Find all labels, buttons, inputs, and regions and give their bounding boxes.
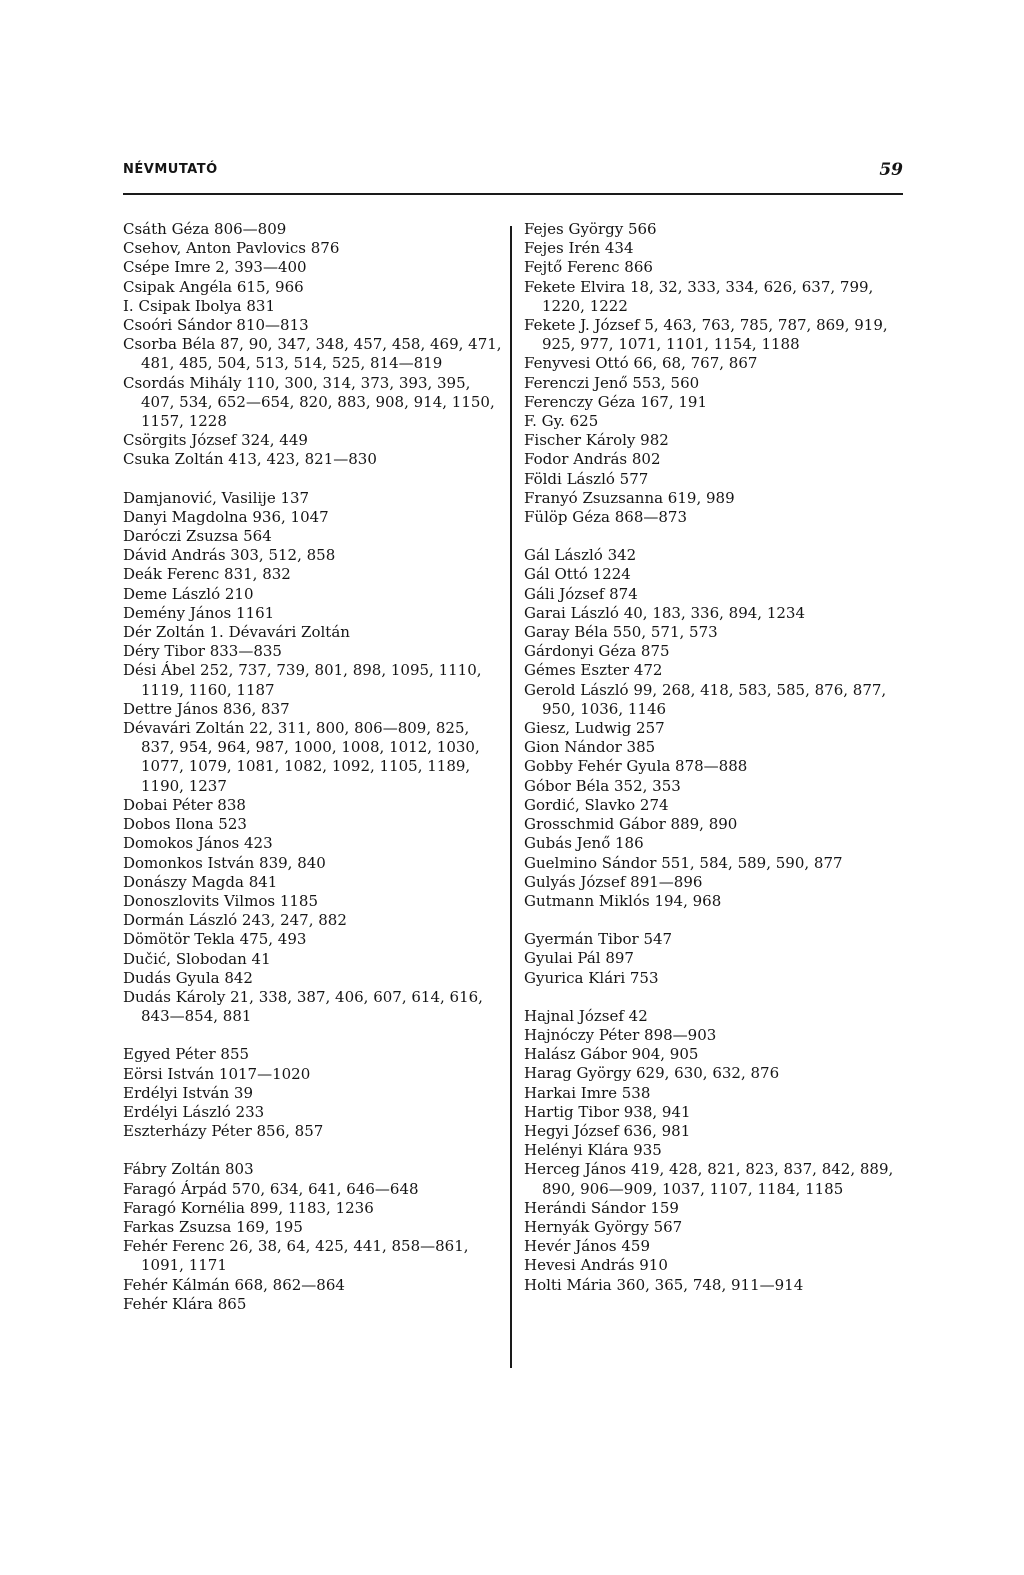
index-entry: Gerold László 99, 268, 418, 583, 585, 876, 877, 950, 1036, 1146 [524,680,887,718]
index-entry: Herceg János 419, 428, 821, 823, 837, 842, 889, 890, 906—909, 1037, 1107, 1184, 1185 [524,1160,894,1198]
index-entry: Déry Tibor 833—835 [123,642,282,661]
index-entry: Garai László 40, 183, 336, 894, 1234 [524,603,806,622]
index-entry: Dettre János 836, 837 [123,699,290,718]
index-entry: Donoszlovits Vilmos 1185 [123,891,318,910]
index-entry: Gyermán Tibor 547 [524,930,673,949]
index-entry: Góbor Béla 352, 353 [524,776,681,795]
index-entry: Domokos János 423 [123,834,273,853]
running-title: NÉVMUTATÓ [123,162,218,177]
index-entry: Fischer Károly 982 [524,431,669,450]
index-entry: Harag György 629, 630, 632, 876 [524,1064,780,1083]
index-entry: Egyed Péter 855 [123,1045,250,1064]
index-entry: Csordás Mihály 110, 300, 314, 373, 393, 395, 407, 534, 652—654, 820, 883, 908, 914, 1150, 1157, 1228 [123,373,495,431]
letter-group [123,220,505,470]
index-entry: Grosschmid Gábor 889, 890 [524,815,738,834]
index-entry: Danyi Magdolna 936, 1047 [123,507,329,526]
index-entry: Fejes György 566 [524,220,657,238]
index-entry: Dávid András 303, 512, 858 [123,546,336,565]
index-entry: Gubás Jenő 186 [524,834,644,853]
index-entry: Fehér Klára 865 [123,1294,247,1313]
index-entry: Hernyák György 567 [524,1217,683,1236]
index-entry: Domonkos István 839, 840 [123,853,326,872]
index-entry: Fejes Irén 434 [524,239,634,258]
index-entry: Daróczi Zsuzsa 564 [123,527,272,546]
index-entry: Erdélyi István 39 [123,1083,254,1102]
letter-group [524,930,906,988]
index-entry: Fekete J. József 5, 463, 763, 785, 787, 869, 919, 925, 977, 1071, 1101, 1154, 1188 [524,316,888,354]
index-entry: Gutmann Miklós 194, 968 [524,891,722,910]
index-entry: Giesz, Ludwig 257 [524,719,665,738]
index-entry: Ferenczy Géza 167, 191 [524,392,707,411]
index-entry: Gál László 342 [524,546,637,565]
index-entry: Gárdonyi Géza 875 [524,642,670,661]
index-entry: Fejtő Ferenc 866 [524,258,653,277]
index-entry: Gémes Eszter 472 [524,661,663,680]
index-entry: Ferenczi Jenő 553, 560 [524,373,700,392]
index-entry: Deák Ferenc 831, 832 [123,565,291,584]
index-entry: Herándi Sándor 159 [524,1198,679,1217]
index-entry: Fodor András 802 [524,450,661,469]
index-column-right [524,220,906,1314]
index-entry: Dési Ábel 252, 737, 739, 801, 898, 1095, 1110, 1119, 1160, 1187 [123,661,482,699]
index-entry: Dučić, Slobodan 41 [123,949,271,968]
index-entry: Fenyvesi Ottó 66, 68, 767, 867 [524,354,758,373]
index-entry: Dudás Gyula 842 [123,968,253,987]
index-entry: Hajnal József 42 [524,1006,648,1025]
letter-group [524,546,906,911]
index-entry: Damjanović, Vasilije 137 [123,488,310,507]
page-number: 59 [879,160,903,180]
index-entry: Fekete Elvira 18, 32, 333, 334, 626, 637, 799, 1220, 1222 [524,277,874,315]
index-entry: Harkai Imre 538 [524,1083,651,1102]
letter-group [123,1160,505,1314]
index-entry: Dömötör Tekla 475, 493 [123,930,307,949]
index-entry: Fehér Kálmán 668, 862—864 [123,1275,345,1294]
index-entry: Dormán László 243, 247, 882 [123,911,347,930]
index-entry: Fehér Ferenc 26, 38, 64, 425, 441, 858—861, 1091, 1171 [123,1237,469,1275]
index-entry: Csorba Béla 87, 90, 347, 348, 457, 458, 469, 471, 481, 485, 504, 513, 514, 525, 814—819 [123,335,502,373]
index-entry: Csuka Zoltán 413, 423, 821—830 [123,450,377,469]
index-entry: Erdélyi László 233 [123,1102,265,1121]
header-rule [123,193,903,195]
index-entry: Dudás Károly 21, 338, 387, 406, 607, 614, 616, 843—854, 881 [123,987,483,1026]
index-entry: Hevér János 459 [524,1237,650,1256]
letter-group [524,220,906,527]
index-entry: Gobby Fehér Gyula 878—888 [524,757,748,776]
index-entry: Garay Béla 550, 571, 573 [524,623,718,642]
letter-group [123,489,505,1027]
index-entry: Hartig Tibor 938, 941 [524,1102,691,1121]
index-entry: Fábry Zoltán 803 [123,1160,254,1179]
index-entry: Holti Mária 360, 365, 748, 911—914 [524,1275,804,1294]
index-entry: Donászy Magda 841 [123,872,278,891]
index-entry: Csoóri Sándor 810—813 [123,316,309,335]
index-entry: Hajnóczy Péter 898—903 [524,1025,717,1044]
index-entry: Hevesi András 910 [524,1256,668,1275]
index-entry: Eörsi István 1017—1020 [123,1064,311,1083]
index-entry: Dévavári Zoltán 22, 311, 800, 806—809, 825, 837, 954, 964, 987, 1000, 1008, 1012, 1030, 1077, 1079, 1081, 1082, 1092, 1105, 1189, 1190, 1237 [123,719,480,795]
index-entry: Hegyi József 636, 981 [524,1121,691,1140]
letter-group [524,1007,906,1295]
index-entry: Faragó Kornélia 899, 1183, 1236 [123,1198,374,1217]
index-entry: Guelmino Sándor 551, 584, 589, 590, 877 [524,853,843,872]
index-entry: Helényi Klára 935 [524,1141,662,1160]
index-entry: Gulyás József 891—896 [524,872,703,891]
index-entry: Gordić, Slavko 274 [524,795,669,814]
index-entry: Halász Gábor 904, 905 [524,1045,699,1064]
column-divider [510,226,512,1368]
index-entry: Faragó Árpád 570, 634, 641, 646—648 [123,1179,419,1198]
index-entry: Demény János 1161 [123,603,275,622]
index-entry: Csipak Angéla 615, 966 [123,277,304,296]
index-entry: Gáli József 874 [524,584,638,603]
index-entry: I. Csipak Ibolya 831 [123,296,276,315]
index-entry: Franyó Zsuzsanna 619, 989 [524,488,735,507]
index-entry: Farkas Zsuzsa 169, 195 [123,1217,303,1236]
index-entry: Földi László 577 [524,469,649,488]
page-header [123,162,903,184]
index-entry: Gál Ottó 1224 [524,565,631,584]
index-entry: Gyulai Pál 897 [524,949,634,968]
index-entry: Eszterházy Péter 856, 857 [123,1122,324,1141]
letter-group [123,1045,505,1141]
index-entry: Csáth Géza 806—809 [123,220,287,238]
index-entry: Gion Nándor 385 [524,738,656,757]
index-column-left [123,220,505,1333]
index-entry: Fülöp Géza 868—873 [524,508,688,527]
index-entry: Csépe Imre 2, 393—400 [123,258,307,277]
index-entry: Csörgits József 324, 449 [123,431,308,450]
index-entry: Dobos Ilona 523 [123,815,247,834]
index-entry: Dobai Péter 838 [123,795,246,814]
index-entry: Dér Zoltán 1. Dévavári Zoltán [123,623,350,642]
index-entry: Gyurica Klári 753 [524,968,659,987]
index-entry: Deme László 210 [123,584,254,603]
index-entry: Csehov, Anton Pavlovics 876 [123,239,340,258]
index-entry: F. Gy. 625 [524,412,599,431]
